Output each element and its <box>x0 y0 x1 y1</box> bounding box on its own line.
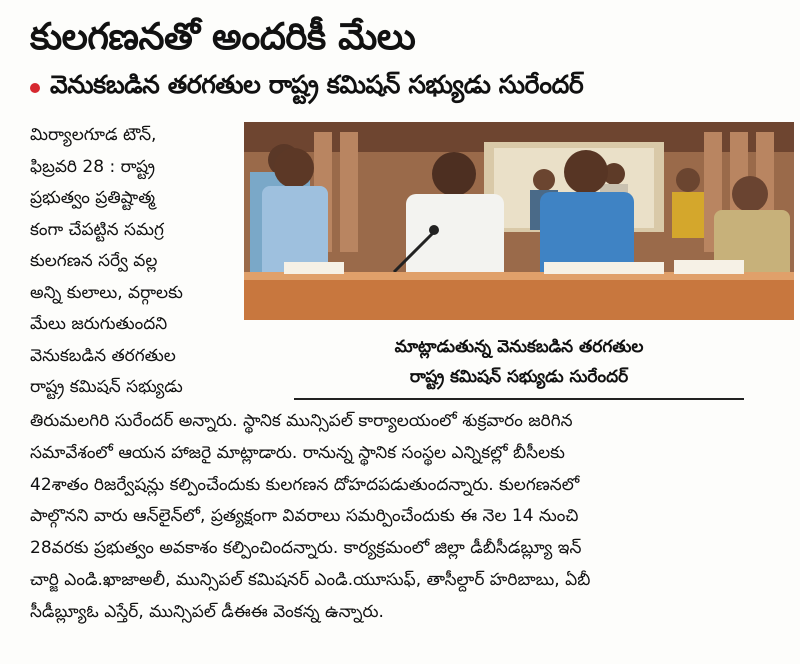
intro-line: మేలు జరుగుతుందని <box>30 314 168 334</box>
caption-line: మాట్లాడుతున్న వెనుకబడిన తరగతుల <box>394 337 644 357</box>
body-line: సమావేశంలో ఆయన హాజరై మాట్లాడారు. రానున్న స్థానిక సంస్థల ఎన్నికల్లో బీసీలకు <box>30 442 565 463</box>
caption-divider <box>294 398 744 400</box>
body-line: సీడీబ్ల్యూఓ ఎస్తేర్, మున్సిపల్ డీఈఈ వెంకన్న ఉన్నారు. <box>30 601 384 622</box>
intro-line: రాష్ట్ర కమిషన్ సభ్యుడు <box>30 377 183 397</box>
body-line: 42శాతం రిజర్వేషన్లు కల్పించేందుకు కులగణన దోహదపడుతుందన్నారు. కులగణనలో <box>30 474 580 495</box>
subheadline-row <box>30 70 774 106</box>
top-section <box>30 120 774 406</box>
intro-line: మిర్యాలగూడ టౌన్, <box>30 125 157 145</box>
intro-line: ఫిబ్రవరి 28 : రాష్ట్ర <box>30 156 155 177</box>
intro-line: అన్ని కులాలు, వర్గాలకు <box>30 282 183 303</box>
meeting-photo <box>244 122 794 320</box>
intro-line: వెనుకబడిన తరగతుల <box>30 345 176 366</box>
body-line: తిరుమలగిరి సురేందర్ అన్నారు. స్థానిక మున్సిపల్ కార్యాలయంలో శుక్రవారం జరిగిన <box>30 411 573 431</box>
caption-line: రాష్ట్ర కమిషన్ సభ్యుడు సురేందర్ <box>409 367 629 387</box>
intro-line: కంగా చేపట్టిన సమగ్ర <box>30 219 164 240</box>
red-bullet-icon <box>30 83 40 93</box>
body-line: చార్జి ఎండి.ఖాజాఅలీ, మున్సిపల్ కమిషనర్ ఎండి.యూసుఫ్, తాసీల్దార్ హరిబాబు, ఏబీ <box>30 569 591 590</box>
photo-figure <box>244 122 794 400</box>
subheadline: వెనుకబడిన తరగతుల రాష్ట్ర కమిషన్ సభ్యుడు సురేందర్ <box>50 70 584 99</box>
body-line: 28వరకు ప్రభుత్వం అవకాశం కల్పించిందన్నారు. కార్యక్రమంలో జిల్లా డీబీసీడబ్ల్యూ ఇన్ <box>30 538 582 559</box>
article-body <box>30 406 774 629</box>
headline: కులగణనతో అందరికీ మేలు <box>30 15 416 58</box>
photo-caption <box>294 332 744 392</box>
body-line: పాల్గొనని వారు ఆన్‌లైన్‌లో, ప్రత్యక్షంగా వివరాలు సమర్పించేందుకు ఈ నెల 14 నుంచి <box>30 506 579 527</box>
intro-line: ప్రభుత్వం ప్రతిష్టాత్మ <box>30 188 155 208</box>
intro-line: కులగణన సర్వే వల్ల <box>30 251 158 271</box>
intro-column <box>30 120 222 404</box>
